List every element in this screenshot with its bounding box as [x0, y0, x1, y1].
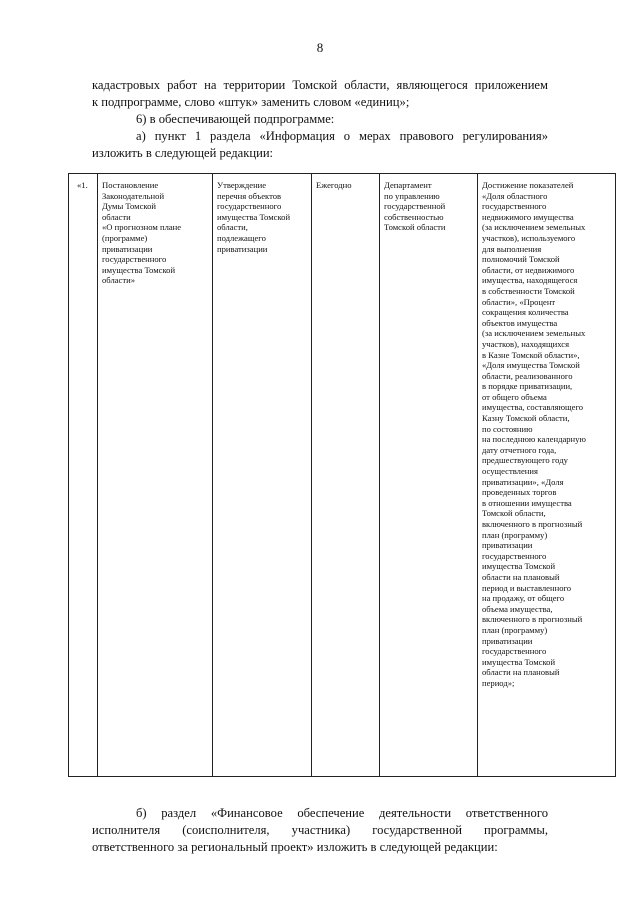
regulation-table [68, 173, 616, 777]
table-cell-period: Ежегодно [316, 180, 352, 190]
intro-line-4: а) пункт 1 раздела «Информация о мерах правового регулирования» [136, 129, 548, 143]
intro-line-3: 6) в обеспечивающей подпрограмме: [136, 112, 335, 126]
table-cell-executor: Департамент по управлению государственной собственностью Томской области [384, 180, 446, 233]
table-column-divider [477, 174, 478, 776]
table-column-divider [379, 174, 380, 776]
table-column-divider [97, 174, 98, 776]
table-column-divider [311, 174, 312, 776]
outro-line-3: ответственного за региональный проект» изложить в следующей редакции: [92, 840, 498, 854]
page-number: 8 [316, 40, 324, 55]
outro-line-2: исполнителя (соисполнителя, участника) государственной программы, [92, 823, 548, 837]
intro-line-1: кадастровых работ на территории Томской области, являющегося приложением [92, 78, 548, 92]
table-cell-content: Утверждение перечня объектов государственного имущества Томской области, подлежащего приватизации [217, 180, 291, 254]
table-cell-legal-act: Постановление Законодательной Думы Томской области «О прогнозном плане (программе) приватизации государственного имущества Томской области» [102, 180, 182, 286]
table-column-divider [212, 174, 213, 776]
intro-line-2: к подпрограмме, слово «штук» заменить словом «единиц»; [92, 95, 410, 109]
table-cell-number: «1. [77, 180, 88, 190]
table-cell-result: Достижение показателей «Доля областного государственного недвижимого имущества (за исключением земельных участков), используемого для выполнения полномочий Томской области, от недвижимого имущества, находящегося в собственности Томской области», «Процент сокращения количества объектов имущества (за исключением земельных участков), находящихся в Казне Томской области», «Доля имущества Томской области, реализованного в порядке приватизации, от общего объема имущества, составляющего Казну Томской области, по состоянию на последнюю календарную дату отчетного года, предшествующего году осуществления приватизации», «Доля проведенных торгов в отношении имущества Томской области, включенного в прогнозный план (программу) приватизации государственного имущества Томской области на плановый период и выставленного на продажу, от общего объема имущества, включенного в прогнозный план (программу) приватизации государственного имущества Томской области на плановый период»; [482, 180, 586, 688]
intro-line-5: изложить в следующей редакции: [92, 146, 274, 160]
outro-line-1: б) раздел «Финансовое обеспечение деятельности ответственного [136, 806, 548, 820]
